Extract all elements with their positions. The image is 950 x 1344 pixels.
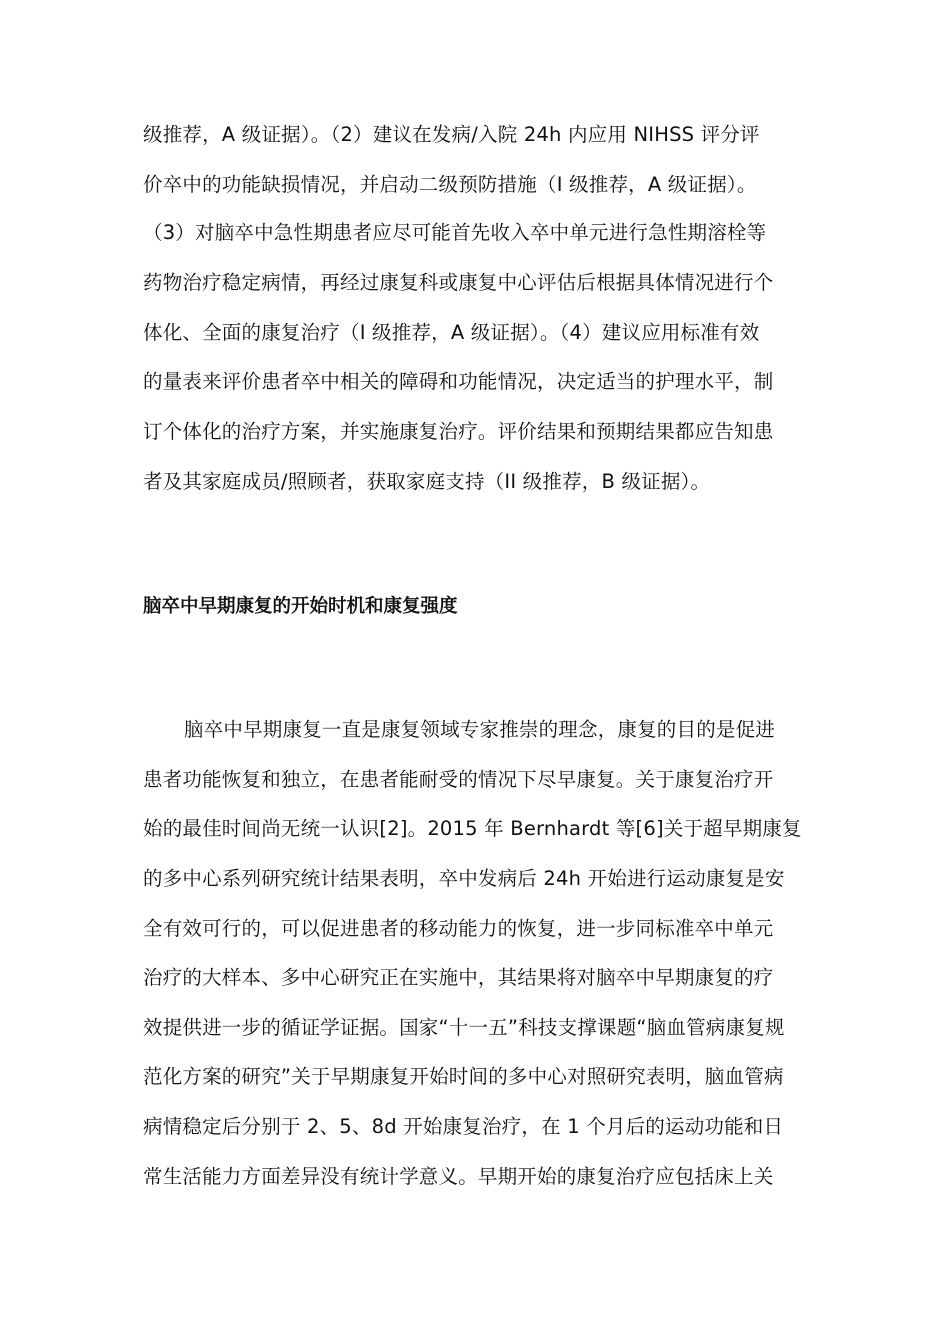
text-line: 病情稳定后分别于 2、5、8d 开始康复治疗，在 1 个月后的运动功能和日 xyxy=(143,1115,784,1138)
text-line: 常生活能力方面差异没有统计学意义。早期开始的康复治疗应包括床上关 xyxy=(143,1165,774,1188)
text-line: （3）对脑卒中急性期患者应尽可能首先收入卒中单元进行急性期溶栓等 xyxy=(143,221,767,244)
text-line: 脑卒中早期康复一直是康复领域专家推崇的理念，康复的目的是促进 xyxy=(184,718,776,741)
section-heading: 脑卒中早期康复的开始时机和康复强度 xyxy=(143,596,458,617)
text-line: 全有效可行的，可以促进患者的移动能力的恢复，进一步同标准卒中单元 xyxy=(143,917,774,940)
text-line: 患者功能恢复和独立，在患者能耐受的情况下尽早康复。关于康复治疗开 xyxy=(143,768,774,791)
text-line: 体化、全面的康复治疗（I 级推荐，A 级证据）。（4）建议应用标准有效 xyxy=(143,321,760,344)
text-line: 治疗的大样本、多中心研究正在实施中，其结果将对脑卒中早期康复的疗 xyxy=(143,966,774,989)
text-line: 效提供进一步的循证学证据。国家“十一五”科技支撑课题“脑血管病康复规 xyxy=(143,1016,785,1039)
text-line: 始的最佳时间尚无统一认识[2]。2015 年 Bernhardt 等[6]关于超早期康复 xyxy=(143,817,802,840)
text-line: 级推荐，A 级证据）。（2）建议在发病/入院 24h 内应用 NIHSS 评分评 xyxy=(143,123,760,146)
text-line: 范化方案的研究”关于早期康复开始时间的多中心对照研究表明，脑血管病 xyxy=(143,1065,784,1088)
text-line: 者及其家庭成员/照顾者，获取家庭支持（II 级推荐，B 级证据）。 xyxy=(143,470,711,493)
text-line: 的量表来评价患者卒中相关的障碍和功能情况，决定适当的护理水平，制 xyxy=(143,370,774,393)
text-line: 的多中心系列研究统计结果表明，卒中发病后 24h 开始进行运动康复是安 xyxy=(143,867,785,890)
text-line: 价卒中的功能缺损情况，并启动二级预防措施（I 级推荐，A 级证据）。 xyxy=(143,173,757,196)
text-line: 药物治疗稳定病情，再经过康复科或康复中心评估后根据具体情况进行个 xyxy=(143,271,774,294)
text-line: 订个体化的治疗方案，并实施康复治疗。评价结果和预期结果都应告知患 xyxy=(143,420,774,443)
